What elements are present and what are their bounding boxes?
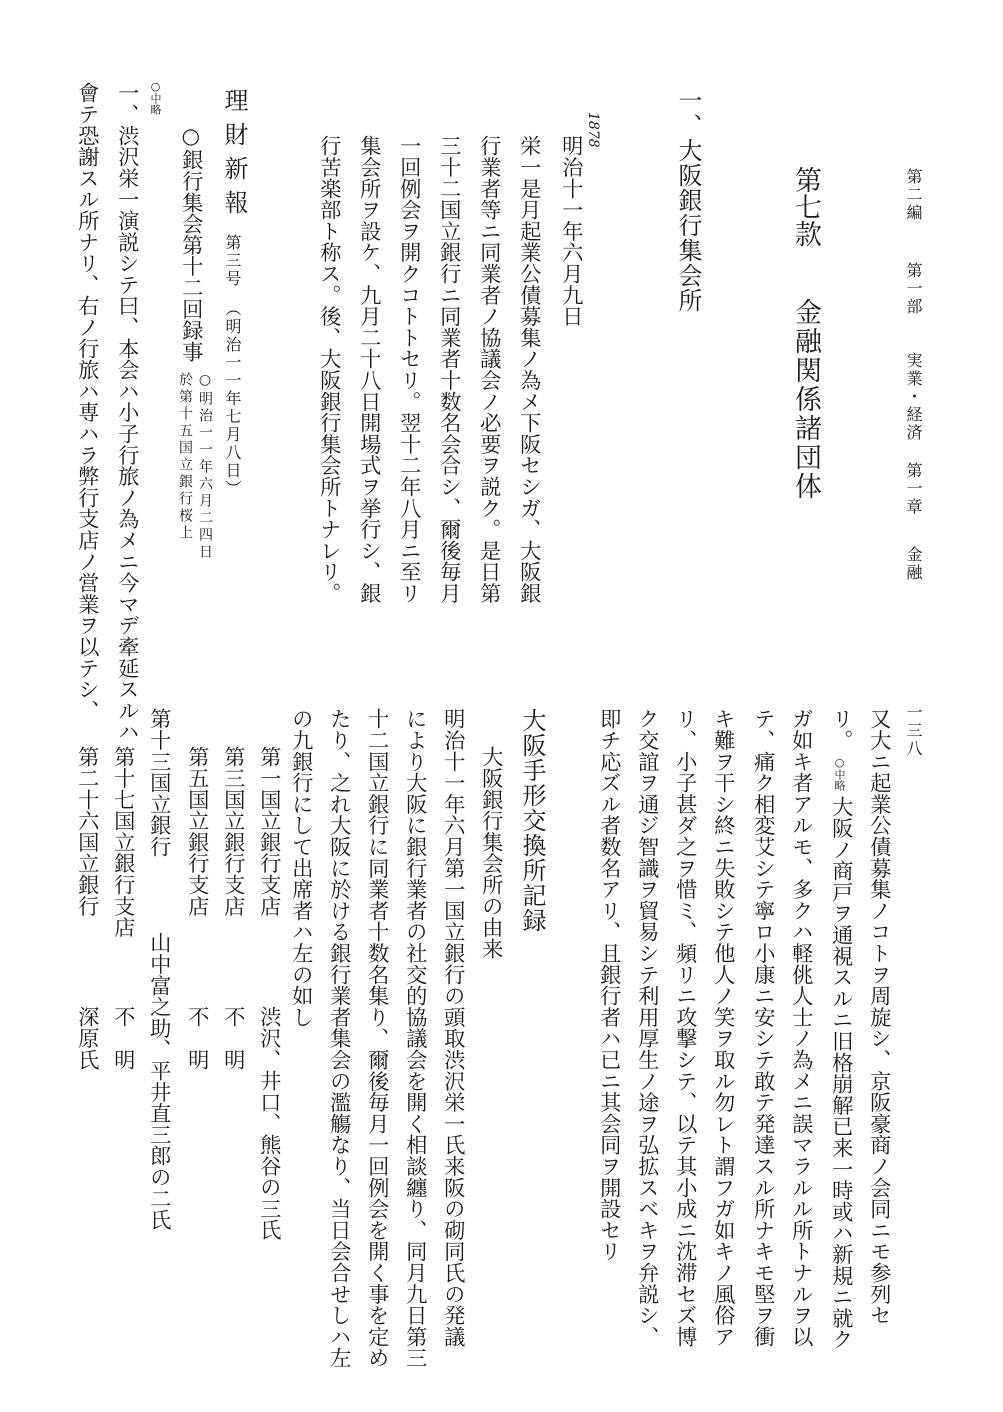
running-header-part: 実業・経済 — [904, 352, 923, 442]
source-issue: 第三号 — [223, 234, 242, 288]
page-number: 一三八 — [904, 704, 923, 758]
attendee-bank: 第三国立銀行支店 — [220, 746, 246, 917]
attendee-persons: 不 明 — [184, 1006, 210, 1070]
body-line: たり、之れ大阪に於ける銀行業者集会の濫觴なり、当日会合せしハ左 — [326, 708, 352, 1369]
source-subtitle: 大阪銀行集会所の由来 — [478, 746, 504, 959]
source-title: 大阪手形交換所記録 — [518, 708, 546, 933]
article-note: ○明治一一年六月二四日 — [197, 372, 213, 561]
attendee-persons: 深原氏 — [74, 1006, 100, 1070]
body-line: 行苦楽部ト称ス。後、大阪銀行集会所トナレリ。 — [316, 135, 342, 604]
attendee-bank: 第十七国立銀行支店 — [110, 746, 136, 938]
running-header-part: 第二編 — [904, 168, 923, 222]
body-line: 一回例会ヲ開クコトトセリ。翌十二年八月ニ至リ — [396, 135, 422, 604]
attendee-bank: 第二十六国立銀行 — [74, 746, 100, 917]
running-header-part: 第一部 — [904, 262, 923, 316]
omission-mark: ○中略 — [149, 80, 162, 115]
body-line: 即チ応ズル者数名アリ、且銀行者ハ已ニ其会同ヲ開設セリ — [596, 708, 622, 1262]
body-line: ク交誼ヲ通ジ智識ヲ貿易シテ利用厚生ノ途ヲ弘拡スベキヲ弁説シ、 — [634, 708, 660, 1347]
western-year: 1878 — [585, 112, 601, 148]
attendee-bank: 第一国立銀行支店 — [256, 746, 282, 917]
attendee-persons: 山中富之助、平井直三郎の二氏 — [146, 932, 172, 1231]
attendee-persons: 渋沢、井口、熊谷の三氏 — [256, 1006, 282, 1241]
body-line: 明治十一年六月第一国立銀行の頭取渋沢栄一氏来阪の砌同氏の発議 — [440, 708, 466, 1347]
subsection-heading: 一、大阪銀行集会所 — [674, 88, 702, 313]
attendee-persons: 不 明 — [220, 1006, 246, 1070]
entry-date: 明治十一年六月九日 — [558, 135, 584, 327]
omission-mark: ○中略 — [833, 756, 846, 791]
body-line: 一、渋沢栄一演説シテ曰、本会ハ小子行旅ノ為メニ今マデ牽延スルハ — [114, 82, 140, 743]
body-line: 十二国立銀行に同業者十数名集り、爾後毎月一回例会を開く事を定め — [364, 708, 390, 1369]
body-line: 又大ニ起業公債募集ノコトヲ周旋シ、京阪豪商ノ会同ニモ参列セ — [866, 708, 892, 1326]
source-issue-date: （明治一一年七月八日） — [223, 300, 242, 498]
article-note: 於第十五国立銀行桜上 — [177, 372, 193, 542]
body-line: により大阪に銀行業者の社交的協議会を開く相談纏り、同月九日第三 — [402, 708, 428, 1369]
body-line: ガ如キ者アルモ、多クハ軽佻人士ノ為メニ誤マラルル所トナルヲ以 — [788, 708, 814, 1347]
article-title: ○銀行集会第十二回録事 — [178, 124, 204, 362]
body-line: 三十二国立銀行ニ同業者十数名会合シ、爾後毎月 — [436, 135, 462, 604]
body-line: の九銀行にして出席者ハ左の如し — [288, 708, 314, 1028]
body-line: リ。 — [828, 708, 854, 751]
body-line: テ、痛ク相変艾シテ寧ロ小康ニ安シテ敢テ発達スル所ナキモ堅ヲ衝 — [750, 708, 776, 1347]
section-number: 第七款 — [790, 166, 821, 247]
body-line: 集会所ヲ設ケ、九月二十八日開場式ヲ挙行シ、銀 — [356, 135, 382, 604]
body-line: 行業者等ニ同業者ノ協議会ノ必要ヲ説ク。是日第 — [476, 135, 502, 604]
body-line: キ難ヲ干シ終ニ失敗シテ他人ノ笑ヲ取ル勿レト謂フガ如キノ風俗ア — [710, 708, 736, 1347]
body-line: リ、小子甚ダ之ヲ惜ミ、頻リニ攻撃シテ、以テ其小成ニ沈滞セズ博 — [672, 708, 698, 1347]
body-line: 栄一是月起業公債募集ノ為メ下阪セシガ、大阪銀 — [516, 135, 542, 604]
section-title: 金融関係諸団体 — [790, 298, 821, 501]
source-name: 理財新報 — [220, 88, 248, 224]
attendee-persons: 不 明 — [110, 1006, 136, 1070]
running-header-part: 金融 — [904, 546, 923, 582]
body-line: 會テ恐謝スル所ナリ、右ノ行旅ハ専ハラ弊行支店ノ営業ヲ以テシ、 — [74, 82, 100, 721]
attendee-bank: 第十三国立銀行 — [146, 708, 172, 858]
attendee-bank: 第五国立銀行支店 — [184, 746, 210, 917]
body-line: 大阪ノ商戸ヲ通視スルニ旧格崩解已来一時或ハ新規ニ就ク — [828, 796, 854, 1350]
running-header-part: 第一章 — [904, 462, 923, 516]
